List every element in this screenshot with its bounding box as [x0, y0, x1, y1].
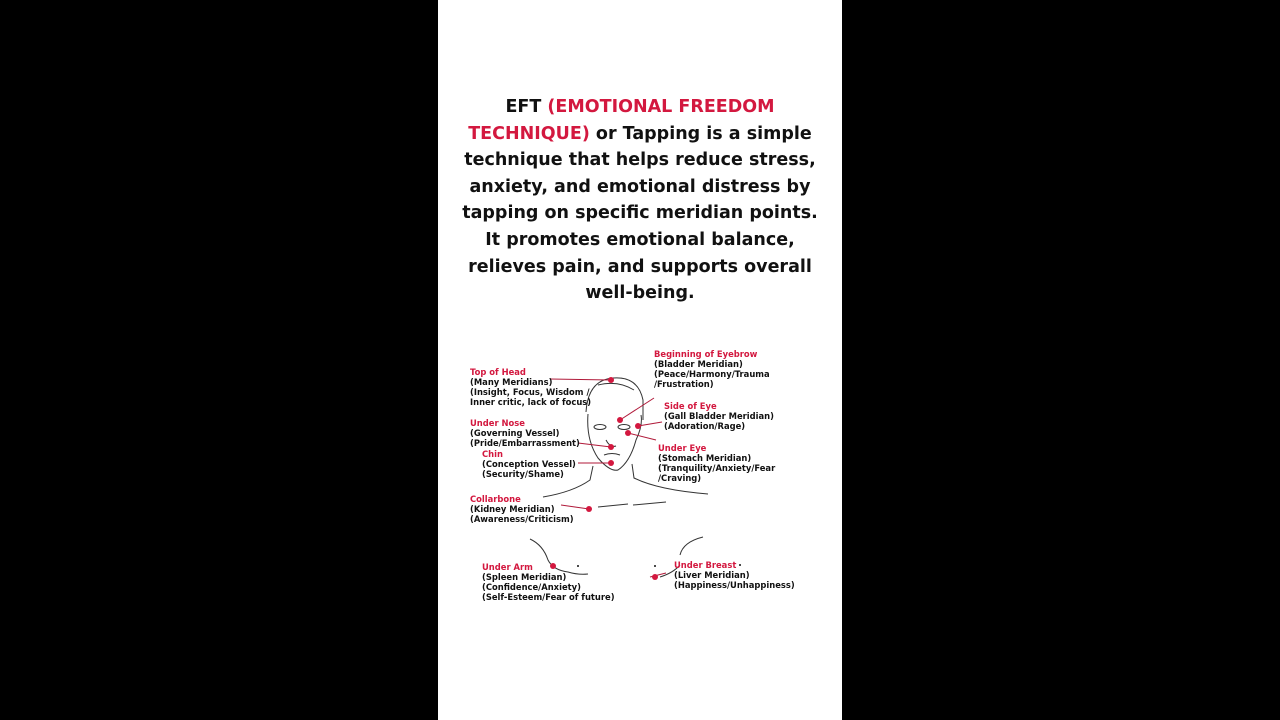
point-detail: (Adoration/Rage)	[664, 421, 746, 431]
point-detail: (Security/Shame)	[482, 469, 564, 479]
point-detail: (Governing Vessel)	[470, 428, 560, 438]
point-title: Side of Eye	[664, 401, 717, 411]
point-side-of-eye	[664, 401, 774, 431]
point-detail: /Frustration)	[654, 379, 714, 389]
point-title: Under Breast	[674, 560, 737, 570]
point-chin	[482, 449, 576, 479]
point-collarbone	[470, 494, 574, 524]
point-title: Under Nose	[470, 418, 525, 428]
point-detail: (Stomach Meridian)	[658, 453, 752, 463]
point-detail: (Spleen Meridian)	[482, 572, 567, 582]
point-title: Chin	[482, 449, 503, 459]
point-detail: (Confidence/Anxiety)	[482, 582, 581, 592]
point-under-nose	[470, 418, 580, 448]
point-detail: (Bladder Meridian)	[654, 359, 743, 369]
point-detail: (Conception Vessel)	[482, 459, 576, 469]
point-under-breast	[674, 560, 795, 590]
point-under-eye	[658, 443, 775, 483]
point-detail: (Self-Esteem/Fear of future)	[482, 592, 615, 602]
point-detail: (Tranquility/Anxiety/Fear	[658, 463, 776, 473]
point-detail: (Pride/Embarrassment)	[470, 438, 580, 448]
point-top-of-head	[470, 367, 591, 407]
point-detail: (Peace/Harmony/Trauma	[654, 369, 770, 379]
point-title: Top of Head	[470, 367, 526, 377]
point-detail: (Many Meridians)	[470, 377, 553, 387]
point-detail: (Gall Bladder Meridian)	[664, 411, 774, 421]
point-detail: /Craving)	[658, 473, 702, 483]
tapping-points-diagram	[438, 0, 842, 720]
point-title: Under Arm	[482, 562, 533, 572]
point-title: Collarbone	[470, 494, 521, 504]
point-detail: (Happiness/Unhappiness)	[674, 580, 795, 590]
heading-highlight: (EMOTIONAL FREEDOM TECHNIQUE)	[468, 97, 775, 144]
content-panel	[438, 0, 842, 720]
point-detail: (Liver Meridian)	[674, 570, 750, 580]
heading-prefix: EFT	[505, 97, 548, 117]
point-beginning-of-eyebrow	[654, 349, 770, 389]
point-title: Under Eye	[658, 443, 707, 453]
point-under-arm	[482, 562, 615, 602]
point-detail: (Kidney Meridian)	[470, 504, 555, 514]
point-detail: (Insight, Focus, Wisdom /	[470, 387, 590, 397]
point-title: Beginning of Eyebrow	[654, 349, 758, 359]
point-detail: (Awareness/Criticism)	[470, 514, 574, 524]
point-detail: Inner critic, lack of focus)	[470, 397, 592, 407]
heading-body: or Tapping is a simple technique that helps reduce stress, anxiety, and emotional distress by tapping on specific meridian points. It promotes emotional balance, relieves pain, and supports overall well-being.	[462, 123, 818, 304]
